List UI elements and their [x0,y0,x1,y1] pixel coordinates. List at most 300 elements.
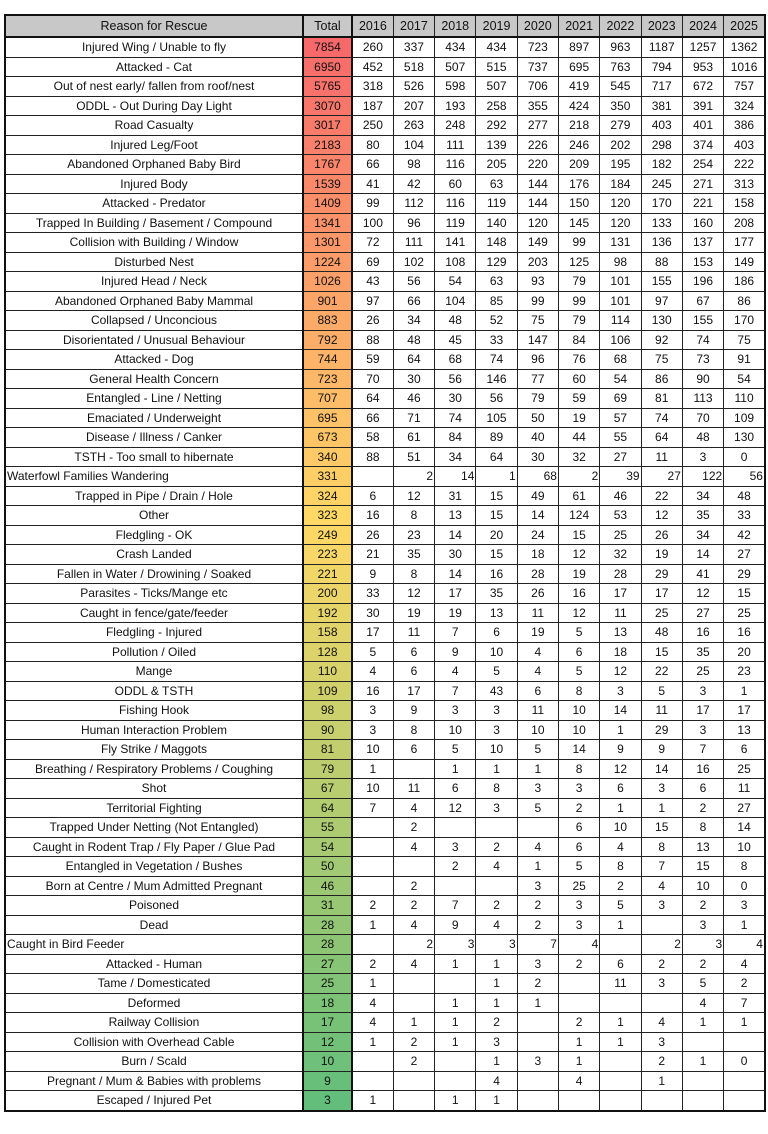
total-cell: 90 [303,720,352,740]
year-value-cell: 2 [682,896,723,916]
year-value-cell: 48 [435,311,476,331]
year-value-cell: 452 [352,57,393,77]
year-value-cell: 1 [435,1091,476,1111]
year-value-cell: 63 [476,174,517,194]
reason-cell: Attacked - Human [5,954,303,974]
year-value-cell: 43 [352,272,393,292]
year-value-cell: 13 [476,603,517,623]
year-value-cell: 124 [558,506,599,526]
year-value-cell: 12 [435,798,476,818]
reason-cell: Injured Wing / Unable to fly [5,37,303,57]
year-value-cell [435,818,476,838]
year-value-cell: 149 [724,252,765,272]
header-year: 2019 [476,15,517,37]
year-value-cell: 6 [558,642,599,662]
year-value-cell: 1 [600,915,641,935]
year-value-cell: 106 [600,330,641,350]
year-value-cell: 76 [558,350,599,370]
year-value-cell: 79 [558,311,599,331]
table-row [5,428,765,448]
year-value-cell: 209 [558,155,599,175]
year-value-cell: 15 [476,506,517,526]
table-row [5,252,765,272]
year-value-cell: 1 [724,681,765,701]
year-value-cell: 1 [435,759,476,779]
table-row [5,369,765,389]
reason-cell: Fledgling - OK [5,525,303,545]
year-value-cell: 205 [476,155,517,175]
year-value-cell: 1 [600,1032,641,1052]
year-value-cell: 61 [393,428,434,448]
year-value-cell: 1 [352,915,393,935]
year-value-cell: 5 [435,740,476,760]
year-value-cell: 4 [517,837,558,857]
year-value-cell: 66 [352,155,393,175]
year-value-cell: 2 [393,818,434,838]
year-value-cell: 1 [476,954,517,974]
total-cell: 46 [303,876,352,896]
total-cell: 109 [303,681,352,701]
table-row [5,779,765,799]
year-value-cell [393,759,434,779]
table-row [5,603,765,623]
year-value-cell: 86 [641,369,682,389]
year-value-cell: 79 [558,272,599,292]
year-value-cell: 32 [600,545,641,565]
year-value-cell: 25 [724,603,765,623]
reason-cell: Out of nest early/ fallen from roof/nest [5,77,303,97]
year-value-cell: 3 [682,681,723,701]
year-value-cell: 5 [517,740,558,760]
reason-cell: Fallen in Water / Drowining / Soaked [5,564,303,584]
table-row [5,1032,765,1052]
year-value-cell: 170 [641,194,682,214]
year-value-cell: 19 [517,623,558,643]
table-row [5,330,765,350]
total-cell: 221 [303,564,352,584]
year-value-cell [352,1071,393,1091]
year-value-cell: 2 [352,954,393,974]
table-row [5,701,765,721]
reason-cell: ODDL & TSTH [5,681,303,701]
year-value-cell: 60 [435,174,476,194]
year-value-cell: 11 [600,974,641,994]
year-value-cell: 136 [641,233,682,253]
year-value-cell [476,818,517,838]
year-value-cell: 28 [517,564,558,584]
year-value-cell: 2 [724,974,765,994]
year-value-cell: 8 [724,857,765,877]
year-value-cell: 897 [558,37,599,57]
year-value-cell: 3 [558,779,599,799]
year-value-cell: 27 [682,603,723,623]
year-value-cell: 337 [393,37,434,57]
year-value-cell: 51 [393,447,434,467]
year-value-cell: 3 [517,1052,558,1072]
year-value-cell: 386 [724,116,765,136]
year-value-cell: 16 [558,584,599,604]
year-value-cell: 12 [641,506,682,526]
table-row [5,506,765,526]
year-value-cell: 195 [600,155,641,175]
year-value-cell: 9 [435,642,476,662]
year-value-cell: 2 [600,876,641,896]
year-value-cell [682,1032,723,1052]
reason-cell: Breathing / Respiratory Problems / Coughing [5,759,303,779]
year-value-cell: 4 [393,954,434,974]
reason-cell: Born at Centre / Mum Admitted Pregnant [5,876,303,896]
rescue-reasons-table [4,14,766,1112]
total-cell: 1224 [303,252,352,272]
year-value-cell: 1187 [641,37,682,57]
year-value-cell: 102 [393,252,434,272]
year-value-cell [393,1071,434,1091]
year-value-cell: 3 [600,681,641,701]
year-value-cell: 15 [724,584,765,604]
year-value-cell: 16 [476,564,517,584]
total-cell: 12 [303,1032,352,1052]
year-value-cell: 10 [476,642,517,662]
year-value-cell: 54 [600,369,641,389]
year-value-cell: 67 [682,291,723,311]
year-value-cell [352,935,393,955]
total-cell: 673 [303,428,352,448]
year-value-cell [600,935,641,955]
total-cell: 98 [303,701,352,721]
year-value-cell: 0 [724,1052,765,1072]
year-value-cell: 434 [435,37,476,57]
year-value-cell: 26 [352,525,393,545]
year-value-cell: 66 [352,408,393,428]
year-value-cell: 3 [352,701,393,721]
reason-cell: Burn / Scald [5,1052,303,1072]
reason-cell: Pollution / Oiled [5,642,303,662]
reason-cell: Fishing Hook [5,701,303,721]
year-value-cell: 146 [476,369,517,389]
year-value-cell: 1 [352,1032,393,1052]
year-value-cell: 98 [600,252,641,272]
year-value-cell: 1 [476,993,517,1013]
year-value-cell: 49 [517,486,558,506]
year-value-cell: 507 [476,77,517,97]
year-value-cell: 271 [682,174,723,194]
year-value-cell: 120 [600,194,641,214]
year-value-cell: 187 [352,96,393,116]
year-value-cell: 14 [724,818,765,838]
total-cell: 54 [303,837,352,857]
year-value-cell: 672 [682,77,723,97]
total-cell: 883 [303,311,352,331]
total-cell: 192 [303,603,352,623]
table-row [5,467,765,487]
reason-cell: ODDL - Out During Day Light [5,96,303,116]
year-value-cell: 1 [641,798,682,818]
year-value-cell: 8 [393,720,434,740]
total-cell: 223 [303,545,352,565]
year-value-cell: 3 [476,935,517,955]
total-cell: 28 [303,935,352,955]
year-value-cell [435,1071,476,1091]
year-value-cell: 963 [600,37,641,57]
year-value-cell: 4 [476,857,517,877]
total-cell: 64 [303,798,352,818]
year-value-cell: 59 [558,389,599,409]
year-value-cell: 1 [517,759,558,779]
year-value-cell: 186 [724,272,765,292]
year-value-cell: 7 [435,896,476,916]
year-value-cell [682,1091,723,1111]
year-value-cell: 6 [393,642,434,662]
year-value-cell: 15 [476,486,517,506]
year-value-cell: 21 [352,545,393,565]
table-row [5,798,765,818]
year-value-cell: 46 [600,486,641,506]
year-value-cell: 3 [352,720,393,740]
table-row [5,935,765,955]
year-value-cell: 155 [641,272,682,292]
year-value-cell: 130 [641,311,682,331]
year-value-cell: 1 [352,1091,393,1111]
year-value-cell: 1 [476,1052,517,1072]
year-value-cell: 260 [352,37,393,57]
year-value-cell: 90 [682,369,723,389]
year-value-cell: 19 [393,603,434,623]
year-value-cell: 109 [724,408,765,428]
year-value-cell: 507 [435,57,476,77]
year-value-cell: 11 [393,623,434,643]
reason-cell: Trapped In Building / Basement / Compound [5,213,303,233]
year-value-cell: 3 [476,1032,517,1052]
year-value-cell [600,993,641,1013]
reason-cell: Trapped in Pipe / Drain / Hole [5,486,303,506]
year-value-cell: 6 [558,818,599,838]
table-row [5,350,765,370]
year-value-cell: 263 [393,116,434,136]
year-value-cell: 2 [558,954,599,974]
total-cell: 249 [303,525,352,545]
year-value-cell: 1 [600,1013,641,1033]
reason-cell: Abandoned Orphaned Baby Mammal [5,291,303,311]
year-value-cell: 403 [641,116,682,136]
year-value-cell: 48 [393,330,434,350]
year-value-cell: 182 [641,155,682,175]
year-value-cell: 10 [435,720,476,740]
year-value-cell [724,1091,765,1111]
year-value-cell: 292 [476,116,517,136]
table-row [5,213,765,233]
year-value-cell: 149 [517,233,558,253]
year-value-cell: 4 [393,798,434,818]
year-value-cell: 2 [682,798,723,818]
year-value-cell: 74 [435,408,476,428]
year-value-cell [600,1071,641,1091]
year-value-cell [352,857,393,877]
year-value-cell: 20 [476,525,517,545]
total-cell: 1409 [303,194,352,214]
year-value-cell: 43 [476,681,517,701]
year-value-cell: 6 [682,779,723,799]
year-value-cell [600,1091,641,1111]
year-value-cell: 6 [600,954,641,974]
reason-cell: Dead [5,915,303,935]
year-value-cell [517,1091,558,1111]
year-value-cell: 85 [476,291,517,311]
reason-cell: Injured Head / Neck [5,272,303,292]
year-value-cell: 84 [558,330,599,350]
year-value-cell: 120 [600,213,641,233]
year-value-cell: 3 [641,1032,682,1052]
year-value-cell: 177 [724,233,765,253]
year-value-cell: 6 [393,740,434,760]
year-value-cell: 75 [724,330,765,350]
reason-cell: Emaciated / Underweight [5,408,303,428]
year-value-cell: 14 [435,467,476,487]
year-value-cell: 5 [476,662,517,682]
year-value-cell: 515 [476,57,517,77]
year-value-cell: 88 [641,252,682,272]
year-value-cell: 1362 [724,37,765,57]
year-value-cell: 30 [352,603,393,623]
year-value-cell: 50 [517,408,558,428]
year-value-cell: 2 [641,954,682,974]
year-value-cell: 35 [682,642,723,662]
year-value-cell: 44 [558,428,599,448]
year-value-cell: 3 [641,896,682,916]
table-row [5,155,765,175]
total-cell: 28 [303,915,352,935]
table-row [5,447,765,467]
year-value-cell: 112 [393,194,434,214]
year-value-cell: 11 [724,779,765,799]
reason-cell: TSTH - Too small to hibernate [5,447,303,467]
year-value-cell [641,993,682,1013]
year-value-cell: 30 [393,369,434,389]
year-value-cell: 4 [476,1071,517,1091]
year-value-cell: 10 [517,720,558,740]
table-row [5,584,765,604]
year-value-cell: 3 [435,701,476,721]
year-value-cell: 757 [724,77,765,97]
year-value-cell: 313 [724,174,765,194]
total-cell: 1767 [303,155,352,175]
year-value-cell: 2 [393,935,434,955]
year-value-cell: 5 [558,857,599,877]
year-value-cell: 2 [682,954,723,974]
year-value-cell: 1 [476,759,517,779]
year-value-cell: 5 [641,681,682,701]
year-value-cell: 27 [724,798,765,818]
year-value-cell: 5 [517,798,558,818]
year-value-cell: 101 [600,291,641,311]
header-year: 2025 [724,15,765,37]
year-value-cell: 10 [558,720,599,740]
reason-cell: Mange [5,662,303,682]
year-value-cell: 4 [724,935,765,955]
year-value-cell: 74 [682,330,723,350]
year-value-cell: 2 [476,837,517,857]
year-value-cell: 4 [600,837,641,857]
year-value-cell: 20 [724,642,765,662]
year-value-cell: 8 [682,818,723,838]
year-value-cell: 63 [476,272,517,292]
year-value-cell: 17 [600,584,641,604]
year-value-cell: 5 [558,623,599,643]
year-value-cell: 403 [724,135,765,155]
year-value-cell: 25 [600,525,641,545]
table-row [5,311,765,331]
year-value-cell: 6 [724,740,765,760]
year-value-cell: 116 [435,155,476,175]
year-value-cell: 4 [558,935,599,955]
year-value-cell: 116 [435,194,476,214]
year-value-cell: 737 [517,57,558,77]
total-cell: 27 [303,954,352,974]
year-value-cell: 3 [476,720,517,740]
year-value-cell: 723 [517,37,558,57]
year-value-cell: 69 [600,389,641,409]
year-value-cell: 22 [641,486,682,506]
reason-cell: Entangled in Vegetation / Bushes [5,857,303,877]
year-value-cell: 59 [352,350,393,370]
year-value-cell: 1 [435,1013,476,1033]
year-value-cell: 34 [435,447,476,467]
year-value-cell: 92 [641,330,682,350]
year-value-cell [517,1071,558,1091]
year-value-cell: 3 [682,915,723,935]
year-value-cell: 111 [435,135,476,155]
year-value-cell: 1 [352,974,393,994]
year-value-cell: 71 [393,408,434,428]
year-value-cell: 193 [435,96,476,116]
year-value-cell: 144 [517,174,558,194]
total-cell: 323 [303,506,352,526]
year-value-cell: 717 [641,77,682,97]
year-value-cell: 4 [641,876,682,896]
header-row [5,15,765,37]
year-value-cell: 19 [558,408,599,428]
table-row [5,837,765,857]
year-value-cell: 184 [600,174,641,194]
total-cell: 792 [303,330,352,350]
year-value-cell: 11 [517,701,558,721]
reason-cell: Parasites - Ticks/Mange etc [5,584,303,604]
year-value-cell: 1 [393,1013,434,1033]
reason-cell: Crash Landed [5,545,303,565]
year-value-cell: 355 [517,96,558,116]
year-value-cell: 130 [724,428,765,448]
year-value-cell [435,974,476,994]
year-value-cell: 2 [476,1013,517,1033]
table-row [5,896,765,916]
year-value-cell: 8 [641,837,682,857]
year-value-cell: 68 [517,467,558,487]
year-value-cell: 58 [352,428,393,448]
total-cell: 1026 [303,272,352,292]
year-value-cell: 144 [517,194,558,214]
reason-cell: Disease / Illness / Canker [5,428,303,448]
year-value-cell: 16 [352,506,393,526]
reason-cell: Caught in Bird Feeder [5,935,303,955]
year-value-cell: 3 [435,935,476,955]
reason-cell: Attacked - Dog [5,350,303,370]
year-value-cell: 3 [476,701,517,721]
table-row [5,876,765,896]
reason-cell: Escaped / Injured Pet [5,1091,303,1111]
year-value-cell: 6 [393,662,434,682]
year-value-cell: 226 [517,135,558,155]
year-value-cell [352,876,393,896]
year-value-cell: 1 [682,1013,723,1033]
